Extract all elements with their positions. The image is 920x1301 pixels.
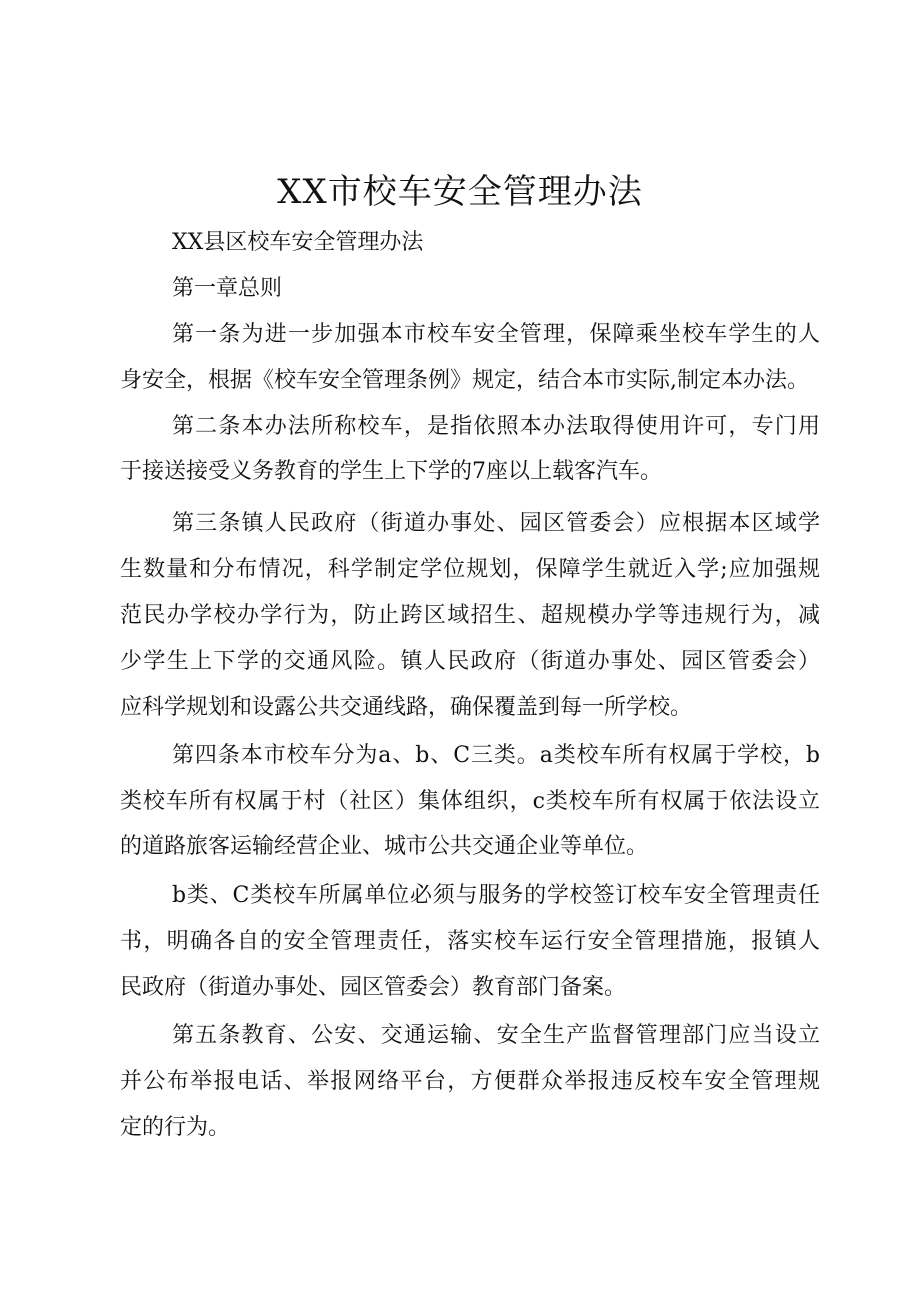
- article-3-line-1: 第三条镇人民政府（街道办事处、园区管委会）应根据本区域学: [172, 511, 820, 536]
- article-4-line-1: 第四条本市校车分为a、b、C三类。a类校车所有权属于学校，b: [172, 743, 820, 768]
- subtitle-line: XX县区校车安全管理办法: [172, 230, 424, 255]
- article-1-line-2: 身安全，根据《校车安全管理条例》规定，结合本市实际,制定本办法。: [120, 368, 809, 393]
- article-2-line-2: 于接送接受义务教育的学生上下学的7座以上载客汽车。: [120, 459, 662, 484]
- article-4-para-2-line-1: b类、C类校车所属单位必须与服务的学校签订校车安全管理责任: [172, 883, 820, 908]
- article-3-line-3: 范民办学校办学行为，防止跨区域招生、超规模办学等违规行为，减: [120, 603, 820, 628]
- article-5-line-2: 并公布举报电话、举报网络平台，方便群众举报违反校车安全管理规: [120, 1069, 820, 1094]
- article-2-line-1: 第二条本办法所称校车，是指依照本办法取得使用许可，专门用: [172, 414, 820, 439]
- article-4-para-2-line-2: 书，明确各自的安全管理责任，落实校车运行安全管理措施，报镇人: [120, 929, 820, 954]
- document-title: XX市校车安全管理办法: [277, 172, 643, 212]
- article-4-line-2: 类校车所有权属于村（社区）集体组织，c类校车所有权属于依法设立: [120, 789, 820, 814]
- article-4-line-3: 的道路旅客运输经营企业、城市公共交通企业等单位。: [120, 834, 649, 859]
- article-5-line-1: 第五条教育、公安、交通运输、安全生产监督管理部门应当设立: [172, 1023, 820, 1048]
- article-1-line-1: 第一条为进一步加强本市校车安全管理，保障乘坐校车学生的人: [172, 322, 820, 347]
- article-3-line-5: 应科学规划和设露公共交通线路，确保覆盖到每一所学校。: [120, 695, 693, 720]
- article-4-para-2-line-3: 民政府（街道办事处、园区管委会）教育部门备案。: [120, 975, 627, 1000]
- article-3-line-2: 生数量和分布情况，科学制定学位规划，保障学生就近入学;应加强规: [120, 557, 820, 582]
- article-5-line-3: 定的行为。: [120, 1115, 231, 1140]
- article-3-line-4: 少学生上下学的交通风险。镇人民政府（街道办事处、园区管委会）: [120, 649, 820, 674]
- chapter-heading: 第一章总则: [172, 276, 283, 301]
